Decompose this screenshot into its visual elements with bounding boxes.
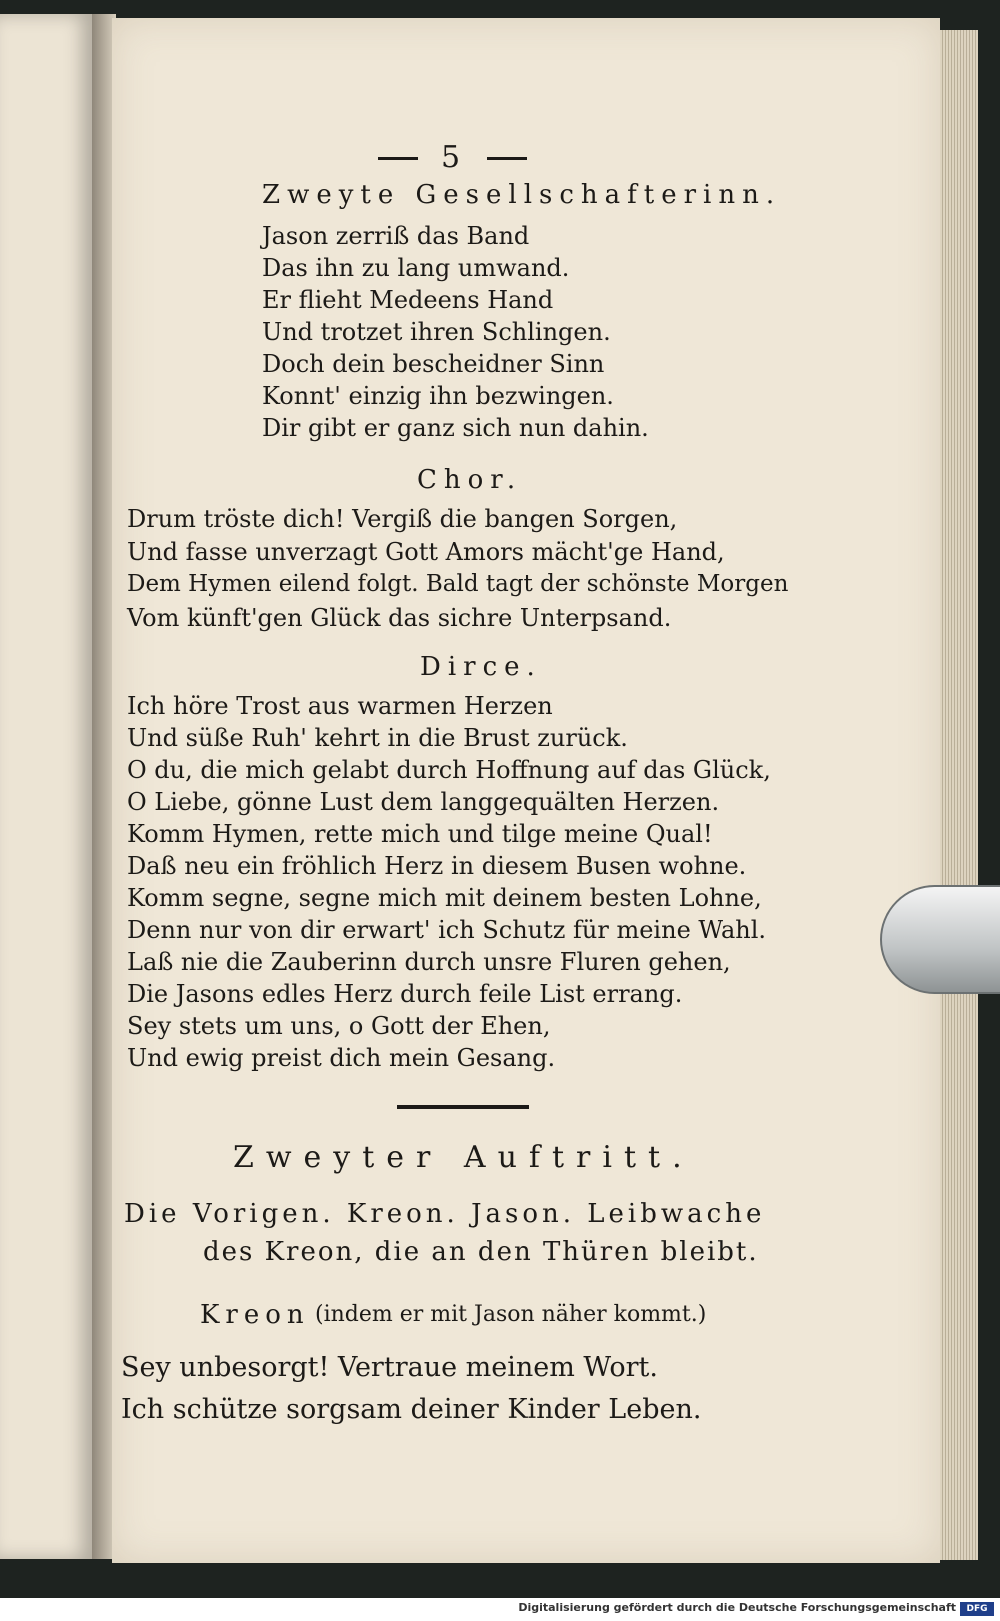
verse-line: O Liebe, gönne Lust dem langgequälten Herzen. (127, 788, 720, 816)
verse-line: Doch dein bescheidner Sinn (262, 350, 605, 378)
stage-direction: (indem er mit Jason näher kommt.) (315, 1302, 707, 1327)
verse-line: Jason zerriß das Band (262, 222, 530, 250)
verse-line: Ich höre Trost aus warmen Herzen (127, 692, 553, 720)
verse-line: O du, die mich gelabt durch Hoffnung auf das Glück, (127, 756, 771, 784)
section-rule (397, 1105, 529, 1109)
verse-line: Dem Hymen eilend folgt. Bald tagt der schönste Morgen (127, 571, 789, 597)
footer-credit: Digitalisierung gefördert durch die Deutsche Forschungsgemeinschaft (518, 1601, 956, 1614)
verse-line: Und trotzet ihren Schlingen. (262, 318, 611, 346)
verse-line: Sey stets um uns, o Gott der Ehen, (127, 1012, 551, 1040)
verse-line: Komm Hymen, rette mich und tilge meine Qual! (127, 820, 713, 848)
verse-line: Ich schütze sorgsam deiner Kinder Leben. (121, 1394, 702, 1425)
verse-line: Komm segne, segne mich mit deinem besten Lohne, (127, 884, 762, 912)
verse-line: Vom künft'gen Glück das sichre Unterpsand. (127, 604, 672, 632)
verse-line: Und fasse unverzagt Gott Amors mächt'ge Hand, (127, 538, 725, 566)
page-number: 5 (441, 140, 461, 175)
page-number-dash-right (487, 157, 527, 160)
verse-line: Sey unbesorgt! Vertraue meinem Wort. (121, 1352, 658, 1383)
verse-line: Und ewig preist dich mein Gesang. (127, 1044, 556, 1072)
page-number-dash-left (378, 157, 418, 160)
facing-page-edge (0, 14, 95, 1559)
scene-title: Zweyter Auftritt. (233, 1140, 694, 1175)
page-edges (940, 30, 978, 1560)
verse-line: Laß nie die Zauberinn durch unsre Fluren gehen, (127, 948, 731, 976)
verse-line: Denn nur von dir erwart' ich Schutz für meine Wahl. (127, 916, 767, 944)
cast-list-line: Die Vorigen. Kreon. Jason. Leibwache (124, 1199, 766, 1229)
cast-list-line: des Kreon, die an den Thüren bleibt. (203, 1237, 759, 1267)
speaker-heading: Kreon (200, 1300, 310, 1330)
verse-line: Und süße Ruh' kehrt in die Brust zurück. (127, 724, 628, 752)
verse-line: Er flieht Medeens Hand (262, 286, 554, 314)
verse-line: Dir gibt er ganz sich nun dahin. (262, 414, 649, 442)
verse-line: Das ihn zu lang umwand. (262, 254, 570, 282)
verse-line: Daß neu ein fröhlich Herz in diesem Busen wohne. (127, 852, 747, 880)
dfg-logo-icon: DFG (960, 1602, 994, 1616)
speaker-heading: Dirce. (420, 652, 542, 682)
speaker-heading: Zweyte Gesellschafterinn. (262, 180, 782, 210)
verse-line: Die Jasons edles Herz durch feile List errang. (127, 980, 683, 1008)
verse-line: Konnt' einzig ihn bezwingen. (262, 382, 614, 410)
verse-line: Drum tröste dich! Vergiß die bangen Sorgen, (127, 505, 678, 533)
footer-bar (0, 1598, 1000, 1621)
page-clip (880, 885, 1000, 994)
speaker-heading: Chor. (417, 465, 523, 495)
